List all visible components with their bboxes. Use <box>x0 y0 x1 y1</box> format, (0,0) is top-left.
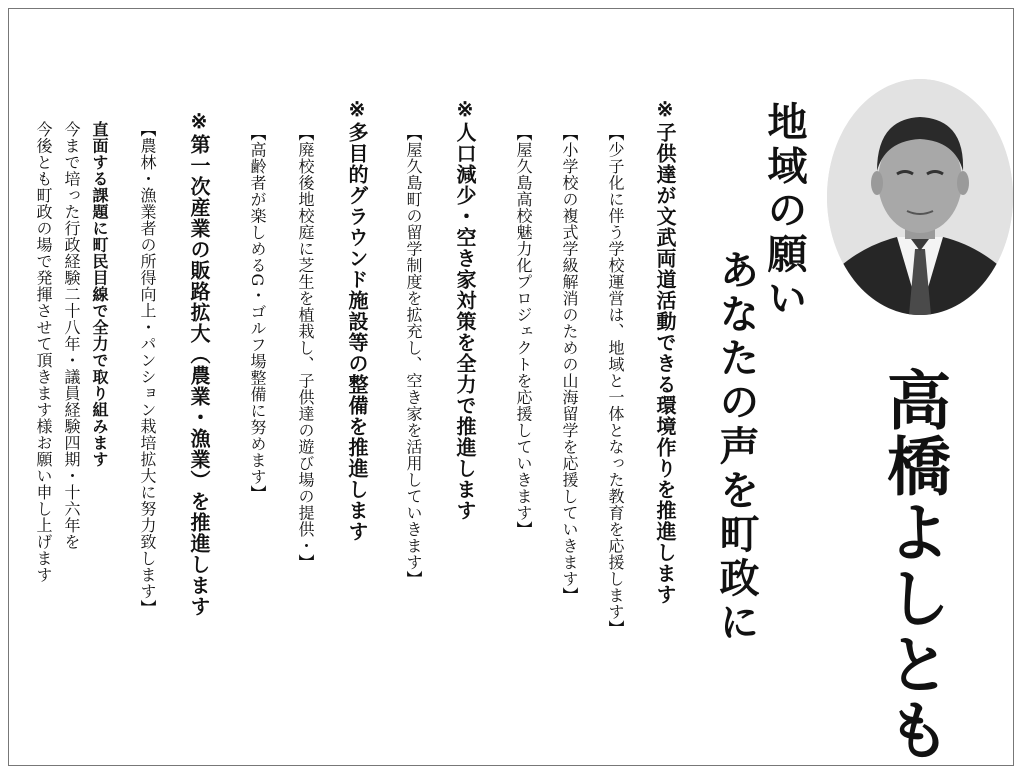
bullet-mark: ※ <box>653 97 677 122</box>
bullet-mark: ※ <box>187 109 211 134</box>
policy-2-heading <box>455 97 475 521</box>
candidate-name: 高橋よしとも <box>876 367 951 763</box>
policy-4-detail-1: 【農林・漁業者の所得向上・パンション栽培拡大に努力致します】 <box>138 121 157 616</box>
flyer-frame <box>8 8 1014 766</box>
candidate-portrait <box>827 79 1013 315</box>
policy-3-heading <box>347 97 367 542</box>
policy-heading-text: 多目的グラウンド施設等の整備を推進します <box>345 122 369 542</box>
policy-1-detail-1: 【少子化に伴う学校運営は、地域と一体となった教育を応援します】 <box>606 125 625 637</box>
closing-line-1: 今まで培った行政経験二十八年・議員経験四期・十六年を <box>62 121 81 550</box>
slogan-line-2: あなたの声を町政に <box>713 249 760 645</box>
policy-heading-text: 第一次産業の販路拡大（農業・漁業）を推進します <box>187 134 211 617</box>
policy-4-heading <box>189 109 209 617</box>
policy-3-detail-2: 【高齢者が楽しめるG・ゴルフ場整備に努めます】 <box>248 125 267 502</box>
closing-line-2: 今後とも町政の場で発揮させて頂きます様お願い申し上げます <box>34 121 53 583</box>
policy-1-detail-2: 【小学校の複式学級解消のための山海留学を応援していきます】 <box>560 125 579 604</box>
policy-1-heading <box>655 97 675 605</box>
bullet-mark: ※ <box>345 97 369 122</box>
bullet-mark: ※ <box>453 97 477 122</box>
closing-heading: 直面する課題に町民目線で全力で取り組みます <box>90 121 109 468</box>
policy-3-detail-1: 【廃校後地校庭に芝生を植栽し、子供達の遊び場の提供・】 <box>296 125 315 571</box>
policy-1-detail-3: 【屋久島高校魅力化プロジェクトを応援していきます】 <box>514 125 533 538</box>
slogan-line-1: 地域の願い <box>761 101 808 321</box>
policy-heading-text: 人口減少・空き家対策を全力で推進します <box>453 122 477 521</box>
policy-heading-text: 子供達が文武両道活動できる環境作りを推進します <box>653 122 677 605</box>
policy-2-detail-1: 【屋久島町の留学制度を拡充し、空き家を活用していきます】 <box>404 125 423 587</box>
